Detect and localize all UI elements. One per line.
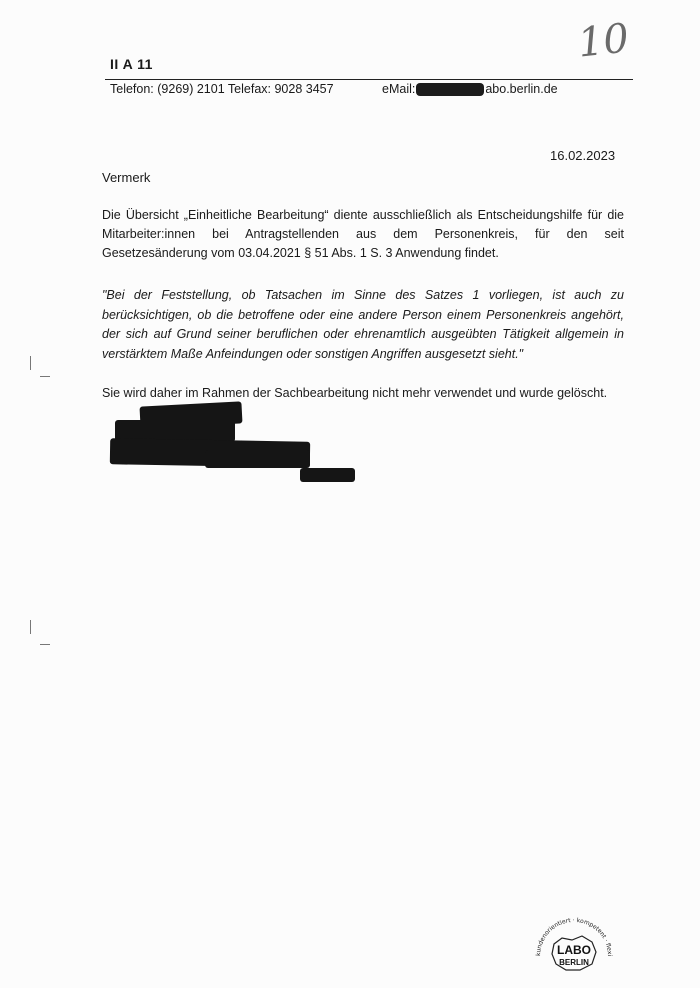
email-domain: abo.berlin.de (485, 82, 558, 96)
handwritten-page-number: 10 (575, 15, 632, 67)
stamp-line-2: BERLIN (559, 958, 589, 967)
email-label: eMail: (382, 82, 416, 96)
document-date: 16.02.2023 (550, 148, 616, 163)
punch-mark-bottom (30, 620, 31, 634)
document-title: Vermerk (102, 170, 151, 185)
stamp-arc-text: kundenorientiert · kompetent · flexibel (534, 916, 614, 957)
email-line (382, 82, 558, 96)
phone-fax-line: Telefon: (9269) 2101 Telefax: 9028 3457 (110, 82, 334, 96)
punch-tick-bottom (40, 644, 50, 645)
header-divider (105, 79, 633, 80)
labo-berlin-stamp (532, 910, 616, 978)
department-code: II A 11 (110, 56, 153, 72)
punch-mark-top (30, 356, 31, 370)
punch-tick-top (40, 376, 50, 377)
body-paragraph-1: Die Übersicht „Einheitliche Bearbeitung“ diente ausschließlich als Entscheidungshilfe für die Mitarbeiter:innen bei Antragstellenden aus dem Personenkreis, für den seit Gesetzesänderung vom 03.04.2021 § 51 Abs. 1 S. 3 Anwendung findet. (102, 208, 624, 260)
stamp-line-1: LABO (557, 943, 591, 957)
email-redaction (416, 83, 484, 96)
body-paragraph-3: Sie wird daher im Rahmen der Sachbearbeitung nicht mehr verwendet und wurde gelöscht. (102, 386, 608, 400)
legal-quote: "Bei der Feststellung, ob Tatsachen im Sinne des Satzes 1 vorliegen, ist auch zu berücksichtigen, ob die betroffene oder eine andere Person einem Personenkreis angehört, der sich auf Grund seiner beruflichen oder ehrenamtlich ausgeübten Tätigkeit allgemein in verstärktem Maße Anfeindungen oder sonstigen Angriffen ausgesetzt sieht." (102, 288, 624, 361)
